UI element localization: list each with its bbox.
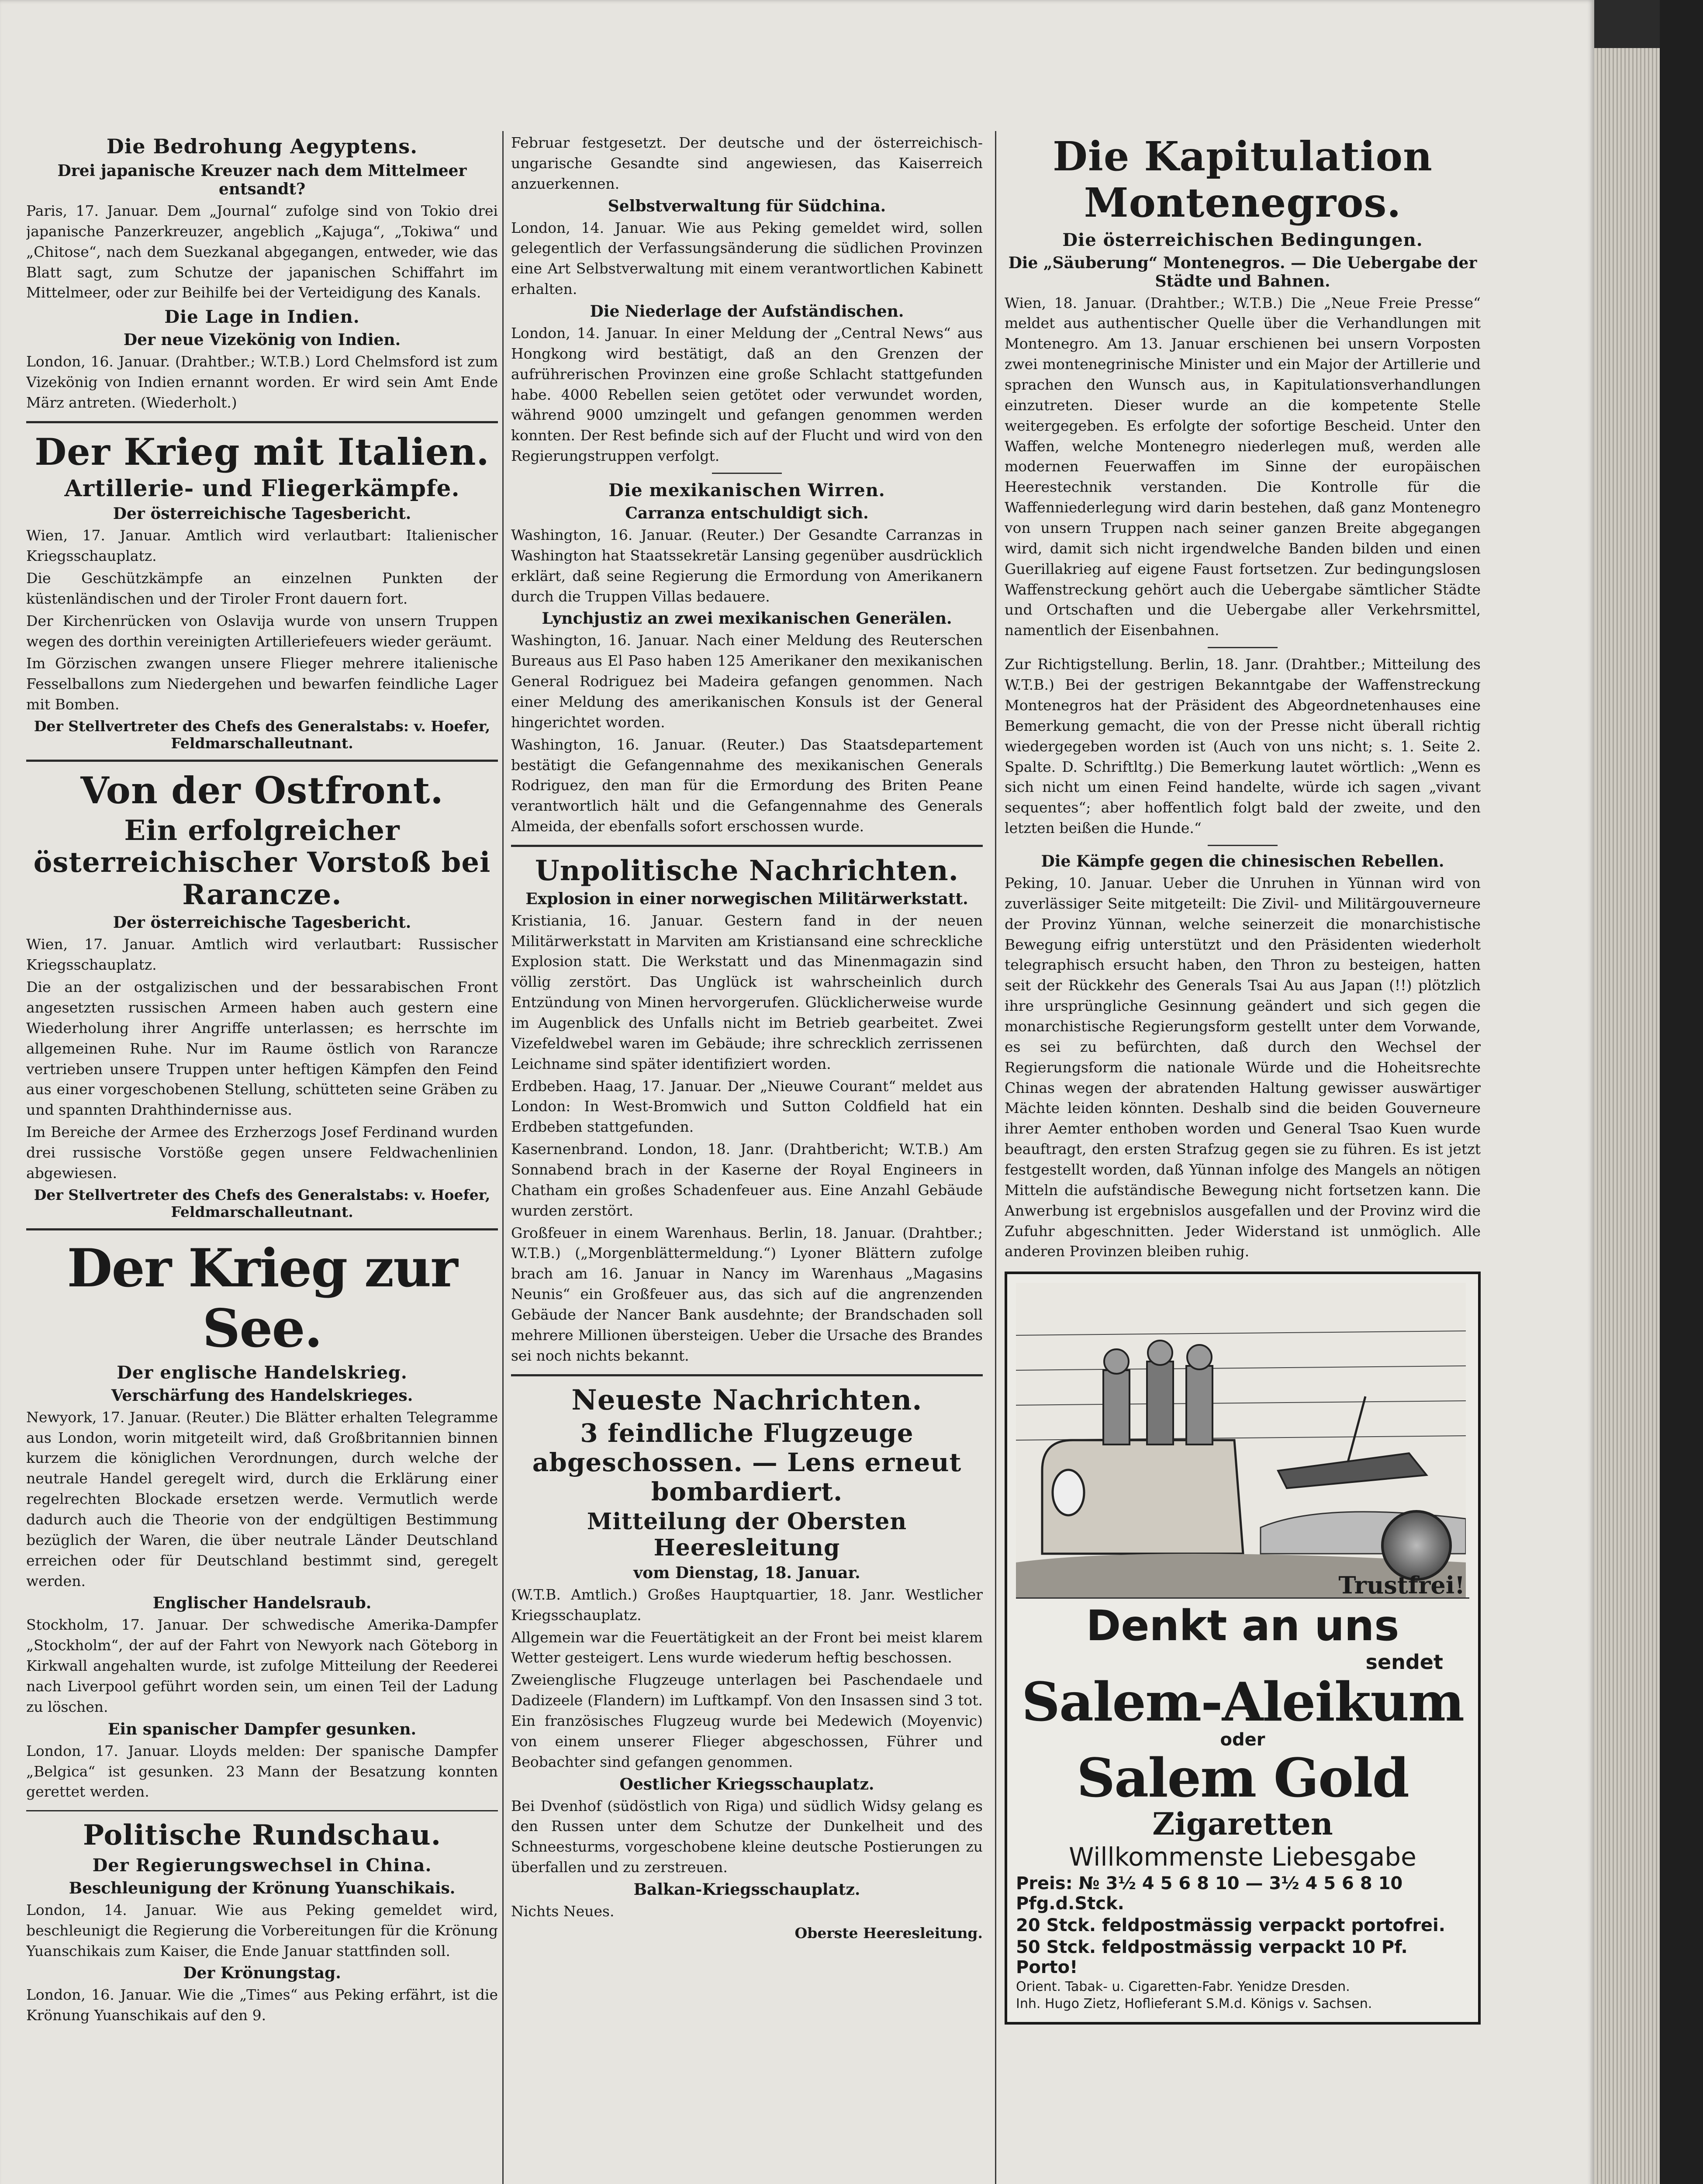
- section-rule: [26, 421, 498, 423]
- section-rule: [511, 845, 983, 847]
- politics-paragraph-2: London, 16. Januar. Wie die „Times“ aus Peking erfährt, ist die Krönung Yuanschikais auf den 9.: [26, 1986, 498, 2024]
- india-headline: Die Lage in Indien.: [164, 307, 360, 328]
- mexico-headline: Die mexikanischen Wirren.: [608, 480, 885, 501]
- ad-offer-2: 50 Stck. feldpostmässig verpackt 10 Pf. Porto!: [1016, 1937, 1408, 1978]
- ad-brand-1: Salem-Aleikum: [1021, 1670, 1464, 1734]
- ad-oder: oder: [1220, 1730, 1265, 1750]
- sea-war-heading-3: Ein spanischer Dampfer gesunken.: [107, 1720, 417, 1738]
- eastern-theatre-heading: Oestlicher Kriegsschauplatz.: [619, 1775, 874, 1794]
- italy-headline: Der Krieg mit Italien.: [35, 430, 490, 473]
- section-rule: [26, 1810, 498, 1811]
- trustfrei-label: Trustfrei!: [1338, 1571, 1465, 1599]
- earthquake-paragraph: Erdbeben. Haag, 17. Januar. Der „Nieuwe Courant“ meldet aus London: In West-Bromwich und Sutton Coldfield hat ein Erdbeben stattgefunden.: [511, 1077, 983, 1136]
- ad-tagline: Willkommenste Liebesgabe: [1069, 1842, 1416, 1872]
- sea-war-subheadline: Der englische Handelskrieg.: [117, 1362, 408, 1383]
- east-paragraph-2: Die an der ostgalizischen und der bessarabischen Front angesetzten russischen Armeen haben auch gestern eine Wiederholung ihrer Angriffe unterlassen; es herrschte im allgemeinen Ruhe. Nur im Raume östlich von Rarancze vertrieben unsere Truppen unter heftigen Kämpfen den Feind aus einer vorgeschobenen Stellung, schütteten seine Gräben zu und spannten Drahthindernisse aus.: [26, 978, 498, 1119]
- warehouse-fire-paragraph: Großfeuer in einem Warenhaus. Berlin, 18. Januar. (Drahtber.; W.T.B.) („Morgenblättermeldung.“) Lyoner Blättern zufolge brach am 16. Januar in Nancy im Warenhaus „Magasins Neunis“ ein Großfeuer aus, das sich auf die angrenzenden Gebäude der Nancer Bank ausdehnte; der Brandschaden soll mehrere Millionen übersteigen. Ueber die Ursache des Brandes sei noch nichts bekannt.: [511, 1224, 983, 1364]
- column-3: [1005, 131, 1481, 2184]
- book-spine: [1660, 0, 1703, 2184]
- report-signature: Oberste Heeresleitung.: [795, 1924, 983, 1942]
- sea-war-heading-1: Verschärfung des Handelskrieges.: [111, 1386, 413, 1405]
- sea-war-heading-2: Englischer Handelsraub.: [152, 1594, 372, 1613]
- short-rule: [712, 473, 782, 474]
- mexico-paragraph-2: Washington, 16. Januar. Nach einer Meldung des Reuterschen Bureaus aus El Paso haben 125 Amerikaner den mexikanischen General Rodriguez bei Madeira gefangen genommen. Nach einer Meldung des amerikanischen Konsuls ist der General hingerichtet worden.: [511, 632, 983, 731]
- seal-emblem: [1381, 1510, 1452, 1581]
- section-rule: [511, 1374, 983, 1376]
- south-china-heading: Selbstverwaltung für Südchina.: [608, 197, 886, 215]
- montenegro-heading: Die „Säuberung“ Montenegros. — Die Uebergabe der Städte und Bahnen.: [1008, 253, 1477, 290]
- column-divider-1: [502, 131, 504, 2184]
- barracks-fire-paragraph: Kasernenbrand. London, 18. Janr. (Drahtbericht; W.T.B.) Am Sonnabend brach in der Kaserne der Royal Engineers in Chatham ein großes Schadenfeuer aus. Eine Anzahl Gebäude wurden zerstört.: [511, 1140, 983, 1219]
- italy-paragraph-4: Im Görzischen zwangen unsere Flieger mehrere italienische Fesselballons zum Niedergehen und bewarfen feindliche Lager mit Bomben.: [26, 655, 498, 713]
- politics-subheadline: Der Regierungswechsel in China.: [92, 1855, 432, 1876]
- army-command-headline: Mitteilung der Obersten Heeresleitung: [587, 1508, 907, 1562]
- aircraft-headline: 3 feindliche Flugzeuge abgeschossen. — Lens erneut bombardiert.: [532, 1418, 962, 1507]
- ad-line-1: Denkt an uns: [1086, 1601, 1399, 1651]
- italy-paragraph-2: Die Geschützkämpfe an einzelnen Punkten der küstenländischen und der Tiroler Front dauern fort.: [26, 569, 498, 607]
- ad-brand-2: Salem Gold: [1077, 1746, 1409, 1810]
- montenegro-paragraph-1: Wien, 18. Januar. (Drahtber.; W.T.B.) Die „Neue Freie Presse“ meldet aus authentischer Quelle über die Verhandlungen mit Montenegro. Am 13. Januar erschienen bei unsern Vorposten zwei montenegrinische Minister und ein Major der Artillerie und sprachen den Wunsch aus, in Kapitulationsverhandlungen einzutreten. Dieser wurde an die kompetente Stelle weitergegeben. Es erfolgte der sofortige Bescheid. Unter den Waffen, welche Montenegro niederlegen muß, werden alle modernen Feuerwaffen im Sinne der europäischen Heerestechnik verstanden. Die Kontrolle für die Waffenniederlegung wird darin bestehen, daß ganz Montenegro von unsern Truppen nach seiner ganzen Breite abgegangen wird, damit sich nicht irgendwelche Banden bilden und einen Guerillakrieg auf eigene Faust fortsetzen. Zur bedingungslosen Waffenstreckung gehört auch die Uebergabe sämtlicher Städte und Ortschaften und die Uebergabe aller Verkehrsmittel, namentlich der Eisenbahnen.: [1005, 294, 1481, 639]
- section-rule: [26, 1228, 498, 1230]
- italy-subheadline: Artillerie- und Fliegerkämpfe.: [64, 475, 460, 502]
- east-front-subheadline: Ein erfolgreicher österreichischer Vorstoß bei Rarancze.: [33, 814, 491, 911]
- sea-war-paragraph-3: London, 17. Januar. Lloyds melden: Der spanische Dampfer „Belgica“ ist gesunken. 23 Mann der Besatzung konnten gerettet werden.: [26, 1742, 498, 1800]
- column-1: [26, 131, 498, 2184]
- montenegro-headline: Die Kapitulation Montenegros.: [1053, 133, 1433, 226]
- italy-report-heading: Der österreichische Tagesbericht.: [113, 505, 411, 523]
- report-paragraph-2: Allgemein war die Feuertätigkeit an der Front bei meist klarem Wetter gesteigert. Lens wurde wiederum heftig beschossen.: [511, 1628, 983, 1666]
- south-china-paragraph: London, 14. Januar. Wie aus Peking gemeldet wird, sollen gelegentlich der Verfassungsänderung die südlichen Provinzen eine Art Selbstverwaltung mit einem verantwortlichen Kabinett erhalten.: [511, 219, 983, 298]
- politics-paragraph-1: London, 14. Januar. Wie aus Peking gemeldet wird, beschleunigt die Regierung die Vorbereitungen für die Krönung Yuanschikais zum Kaiser, die Ende Januar stattfinden soll.: [26, 1901, 498, 1959]
- east-front-headline: Von der Ostfront.: [80, 769, 444, 812]
- column-divider-2: [995, 131, 996, 2184]
- egypt-article: Paris, 17. Januar. Dem „Journal“ zufolge sind von Tokio drei japanische Panzerkreuzer, angeblich „Kajuga“, „Tokiwa“ und „Chitose“, nach dem Suezkanal abgegangen, entweder, wie das Blatt sagt, zum Schutze der japanischen Schiffahrt im Mittelmeer, oder zur Beihilfe bei der Verteidigung des Kanals.: [26, 202, 498, 301]
- politics-headline: Politische Rundschau.: [83, 1819, 441, 1852]
- short-rule: [1208, 845, 1278, 846]
- montenegro-subheadline: Die österreichischen Bedingungen.: [1062, 229, 1423, 250]
- egypt-subheadline: Drei japanische Kreuzer nach dem Mittelmeer entsandt?: [57, 162, 467, 198]
- latest-news-headline: Neueste Nachrichten.: [571, 1383, 922, 1417]
- correction-paragraph: Zur Richtigstellung. Berlin, 18. Janr. (Drahtber.; Mitteilung des W.T.B.) Bei der gestrigen Bekanntgabe der Waffenstreckung Montenegros hat der Präsident des Abgeordnetenhauses eine Bemerkung gemacht, die von der Presse nicht überall richtig wiedergegeben worden ist (Auch von uns nicht; s. 1. Seite 2. Spalte. D. Schriftltg.) Die Bemerkung lautet wörtlich: „Wenn es sich nicht um einen Feind handelte, würde ich sagen „vivant sequentes“; aber hoffentlich folgt bald der zweite, und den letzten beißen die Hunde.“: [1005, 656, 1481, 837]
- rebels-defeat-paragraph: London, 14. Januar. In einer Meldung der „Central News“ aus Hongkong wird bestätigt, daß an den Grenzen der aufrührerischen Provinzen eine große Schlacht stattgefunden habe. 4000 Rebellen seien getötet oder verwundet worden, während 9000 umzingelt und gefangen genommen werden konnten. Der Rest befinde sich auf der Flucht und wird von den Regierungstruppen verfolgt.: [511, 325, 983, 465]
- mexico-heading-2: Lynchjustiz an zwei mexikanischen Generälen.: [542, 609, 952, 628]
- ad-company: Orient. Tabak- u. Cigaretten-Fabr. Yenidze Dresden.: [1016, 1979, 1350, 1995]
- rebels-defeat-heading: Die Niederlage der Aufständischen.: [590, 302, 904, 321]
- egypt-headline: Die Bedrohung Aegyptens.: [106, 135, 418, 158]
- report-paragraph-1: (W.T.B. Amtlich.) Großes Hauptquartier, 18. Janr. Westlicher Kriegsschauplatz.: [511, 1586, 983, 1624]
- ad-line-2: sendet: [1365, 1650, 1443, 1674]
- politics-heading-2: Der Krönungstag.: [183, 1964, 341, 1983]
- china-continued-paragraph: Februar festgesetzt. Der deutsche und der österreichisch-ungarische Gesandte sind angewiesen, das Kaiserreich anzuerkennen.: [511, 134, 983, 192]
- india-subheadline: Der neue Vizekönig von Indien.: [123, 331, 401, 349]
- politics-heading-1: Beschleunigung der Krönung Yuanschikais.: [69, 1879, 456, 1897]
- report-paragraph-5: Nichts Neues.: [511, 1902, 615, 1920]
- ad-owner: Inh. Hugo Zietz, Hoflieferant S.M.d. Königs v. Sachsen.: [1016, 1996, 1372, 2012]
- explosion-heading: Explosion in einer norwegischen Militärwerkstatt.: [525, 889, 968, 908]
- cigarette-advertisement: [1005, 1272, 1481, 2025]
- mexico-paragraph-1: Washington, 16. Januar. (Reuter.) Der Gesandte Carranzas in Washington hat Staatssekretär Lansing gegenüber ausdrücklich erklärt, daß seine Regierung die Ermordung von Amerikanern durch die Truppen Villas bedauere.: [511, 526, 983, 605]
- sea-war-paragraph-1: Newyork, 17. Januar. (Reuter.) Die Blätter erhalten Telegramme aus London, worin mitgeteilt wird, daß Großbritannien binnen kurzem die königlichen Verordnungen, durch welche der neutrale Handel geregelt wird, durch die Erklärung einer regelrechten Blockade ersetzen werde. Vermutlich werde dadurch auch die Theorie von der endgültigen Bestimmung bezüglich der Waren, die über neutrale Länder Deutschland erreichen oder für Deutschland bestimmt sind, geregelt werden.: [26, 1408, 498, 1590]
- ad-prices: Preis: № 3½ 4 5 6 8 10 — 3½ 4 5 6 8 10 Pfg.d.Stck.: [1016, 1873, 1403, 1914]
- ad-product: Zigaretten: [1152, 1806, 1333, 1842]
- page-stack-edge: [1594, 48, 1660, 2184]
- balkan-theatre-heading: Balkan-Kriegsschauplatz.: [633, 1880, 860, 1899]
- china-rebels-heading: Die Kämpfe gegen die chinesischen Rebellen.: [1041, 852, 1444, 871]
- report-date: vom Dienstag, 18. Januar.: [633, 1563, 860, 1582]
- italy-paragraph-1: Wien, 17. Januar. Amtlich wird verlautbart: Italienischer Kriegsschauplatz.: [26, 527, 498, 565]
- report-paragraph-4: Bei Dvenhof (südöstlich von Riga) und südlich Widsy gelang es den Russen unter dem Schutze der Dunkelheit und des Schneesturms, vorgeschobene kleine deutsche Postierungen zu überfallen und zu zerstreuen.: [511, 1797, 983, 1876]
- submarine-illustration: [1016, 1283, 1469, 1599]
- column-2: [511, 131, 983, 2184]
- sea-war-headline: Der Krieg zur See.: [67, 1237, 457, 1359]
- italy-paragraph-3: Der Kirchenrücken von Oslavija wurde von unsern Truppen wegen des dorthin vereinigten Artilleriefeuers wieder geräumt.: [26, 612, 498, 650]
- explosion-paragraph: Kristiania, 16. Januar. Gestern fand in der neuen Militärwerkstatt in Marviten am Kristiansand eine schreckliche Explosion statt. Die Werkstatt und das Minenmagazin sind völlig zerstört. Das Unglück ist wahrscheinlich durch Entzündung von Minen hervorgerufen. Glücklicherweise wurde im Augenblick des Unfalls nicht im Betrieb gearbeitet. Zwei Vizefeldwebel waren im Gebäude; ihre schrecklich zerrissenen Leichname sind später identifiziert worden.: [511, 912, 983, 1072]
- unpolitical-news-headline: Unpolitische Nachrichten.: [535, 854, 959, 888]
- section-rule: [26, 760, 498, 762]
- east-report-heading: Der österreichische Tagesbericht.: [113, 913, 411, 932]
- east-signature: Der Stellvertreter des Chefs des Generalstabs: v. Hoefer, Feldmarschalleutnant.: [34, 1186, 491, 1220]
- india-article: London, 16. Januar. (Drahtber.; W.T.B.) Lord Chelmsford ist zum Vizekönig von Indien ernannt worden. Er wird sein Amt Ende März antreten. (Wiederholt.): [26, 353, 498, 411]
- italy-signature: Der Stellvertreter des Chefs des Generalstabs: v. Hoefer, Feldmarschalleutnant.: [34, 718, 491, 752]
- ad-offer-1: 20 Stck. feldpostmässig verpackt portofrei.: [1016, 1915, 1445, 1936]
- mexico-paragraph-3: Washington, 16. Januar. (Reuter.) Das Staatsdepartement bestätigt die Gefangennahme des mexikanischen Generals Rodriguez, den man für die Ermordung des Briten Peane verantwortlich hält und die Gefangennahme des Generals Almeida, der ebenfalls sofort erschossen wurde.: [511, 736, 983, 835]
- report-paragraph-3: Zweienglische Flugzeuge unterlagen bei Paschendaele und Dadizeele (Flandern) im Luftkampf. Von den Insassen sind 3 tot. Ein französisches Flugzeug wurde bei Medewich (Moyenvic) von einem unserer Flieger abgeschossen, Führer und Beobachter sind gefangen genommen.: [511, 1671, 983, 1770]
- mexico-subheadline: Carranza entschuldigt sich.: [625, 504, 869, 523]
- east-paragraph-1: Wien, 17. Januar. Amtlich wird verlautbart: Russischer Kriegsschauplatz.: [26, 936, 498, 974]
- short-rule: [1208, 647, 1278, 648]
- sea-war-paragraph-2: Stockholm, 17. Januar. Der schwedische Amerika-Dampfer „Stockholm“, der auf der Fahrt von Newyork nach Göteborg in Kirkwall angehalten wurde, ist zufolge Mitteilung der Reederei nach Liverpool geführt worden sein, um einen Teil der Ladung zu löschen.: [26, 1616, 498, 1715]
- china-rebels-paragraph: Peking, 10. Januar. Ueber die Unruhen in Yünnan wird von zuverlässiger Seite mitgeteilt: Die Zivil- und Militärgouverneure der Provinz Yünnan, welche seinerzeit die monarchistische Bewegung eifrig unterstützt und den Präsidenten wiederholt telegraphisch ersucht haben, den Thron zu besteigen, hatten seit der Rückkehr des Generals Tsai Au aus Japan (!!) plötzlich ihre ursprüngliche Gesinnung geändert und sich gegen die monarchistische Regierungsform gestellt unter dem Vorwande, es sei zu befürchten, daß durch den Wechsel der Regierungsform die nationale Würde und die Hoheitsrechte Chinas wegen der abratenden Haltung gewisser auswärtiger Mächte leiden könnten. Deshalb sind die beiden Gouverneure ihrer Aemter enthoben worden und General Tsao Kuen wurde beauftragt, den ersten Strafzug gegen sie zu führen. Es ist jetzt festgestellt worden, daß Yünnan infolge des Mangels an nötigen Mitteln die aufständische Bewegung nicht fortsetzen kann. Die Anwerbung ist ergebnislos ausgefallen und der Provinz wird die Zufuhr abgeschnitten. Jeder Widerstand ist unmöglich. Alle anderen Provinzen bleiben ruhig.: [1005, 874, 1481, 1260]
- east-paragraph-3: Im Bereiche der Armee des Erzherzogs Josef Ferdinand wurden drei russische Vorstöße gegen unsere Feldwachenlinien abgewiesen.: [26, 1123, 498, 1182]
